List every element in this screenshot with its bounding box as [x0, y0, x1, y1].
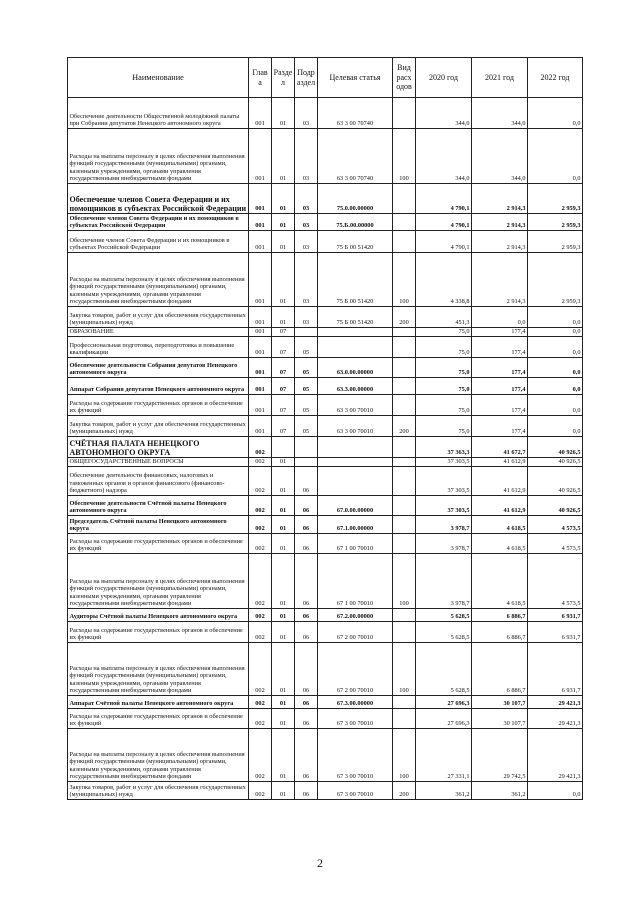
cell-podrazdel: 06 — [295, 554, 318, 609]
cell-name: Председатель Счётной палаты Ненецкого автономного округа — [68, 516, 249, 534]
cell-v2022: 0,0 — [528, 129, 583, 184]
cell-name: Закупка товаров, работ и услуг для обеспечения государственных (муниципальных) нужд — [68, 416, 249, 437]
cell-v2020: 27 696,3 — [416, 696, 472, 709]
cell-target: 63 3 00 70740 — [318, 129, 393, 184]
cell-vid — [393, 378, 416, 395]
cell-glava: 001 — [249, 307, 272, 328]
cell-glava: 001 — [249, 129, 272, 184]
cell-vid: 100 — [393, 643, 416, 696]
table-row — [68, 358, 583, 378]
cell-podrazdel: 03 — [295, 214, 318, 231]
cell-target: 75.0.00.00000 — [318, 184, 393, 214]
cell-glava: 001 — [249, 98, 272, 129]
cell-target: 67 2 00 70010 — [318, 622, 393, 643]
cell-v2022: 0,0 — [528, 358, 583, 378]
cell-v2020: 4 790,1 — [416, 214, 472, 231]
cell-target: 63.0.00.00000 — [318, 358, 393, 378]
cell-vid — [393, 337, 416, 358]
cell-v2020: 37 303,5 — [416, 496, 472, 516]
table-row — [68, 395, 583, 416]
cell-v2020: 3 978,7 — [416, 534, 472, 554]
cell-vid — [393, 534, 416, 554]
cell-v2021: 2 914,3 — [472, 214, 528, 231]
table-row — [68, 554, 583, 609]
cell-v2020: 3 978,7 — [416, 516, 472, 534]
cell-name: Расходы на выплаты персоналу в целях обеспечения выполнения функций государственными (муниципальными) органами, казенными учреждениями, органами управления государственными внебюджетными фондами — [68, 253, 249, 307]
cell-name: ОБРАЗОВАНИЕ — [68, 328, 249, 337]
cell-v2022: 0,0 — [528, 307, 583, 328]
cell-vid — [393, 184, 416, 214]
cell-target: 67.3.00.00000 — [318, 696, 393, 709]
cell-v2021: 4 618,5 — [472, 554, 528, 609]
header-name: Наименование — [68, 58, 249, 98]
cell-v2022: 6 931,7 — [528, 643, 583, 696]
cell-razdel: 01 — [272, 231, 295, 253]
cell-v2021: 177,4 — [472, 358, 528, 378]
cell-target: 67.2.00.00000 — [318, 609, 393, 622]
table-row — [68, 129, 583, 184]
cell-v2021: 344,0 — [472, 98, 528, 129]
cell-v2021: 4 618,5 — [472, 516, 528, 534]
cell-glava: 002 — [249, 554, 272, 609]
table-row — [68, 516, 583, 534]
cell-glava: 002 — [249, 609, 272, 622]
cell-razdel: 01 — [272, 696, 295, 709]
cell-glava: 002 — [249, 516, 272, 534]
table-row — [68, 534, 583, 554]
cell-razdel: 01 — [272, 729, 295, 782]
cell-glava: 002 — [249, 696, 272, 709]
table-row — [68, 458, 583, 467]
cell-name: Расходы на содержание государственных органов и обеспечение их функций — [68, 622, 249, 643]
cell-v2022: 0,0 — [528, 328, 583, 337]
cell-vid: 100 — [393, 129, 416, 184]
cell-name: Расходы на содержание государственных органов и обеспечение их функций — [68, 709, 249, 729]
cell-podrazdel: 03 — [295, 98, 318, 129]
cell-razdel: 01 — [272, 496, 295, 516]
cell-name: Обеспечение членов Совета Федерации и их помощников в субъектах Российской Федерации — [68, 214, 249, 231]
cell-vid: 100 — [393, 253, 416, 307]
cell-podrazdel: 05 — [295, 358, 318, 378]
cell-v2021: 6 886,7 — [472, 609, 528, 622]
cell-podrazdel: 03 — [295, 184, 318, 214]
cell-name: Обеспечение членов Совета Федерации и их помощников в субъектах Российской Федерации — [68, 184, 249, 214]
table-row — [68, 184, 583, 214]
cell-vid — [393, 467, 416, 496]
cell-target: 67.1.00.00000 — [318, 516, 393, 534]
cell-v2021: 41 612,9 — [472, 467, 528, 496]
table-row — [68, 416, 583, 437]
header-2020: 2020 год — [416, 58, 472, 98]
cell-glava: 001 — [249, 337, 272, 358]
table-row — [68, 437, 583, 458]
cell-glava: 001 — [249, 184, 272, 214]
header-2022: 2022 год — [528, 58, 583, 98]
table-row — [68, 231, 583, 253]
cell-v2022: 0,0 — [528, 378, 583, 395]
cell-name: Аппарат Счётной палаты Ненецкого автономного округа — [68, 696, 249, 709]
cell-v2022: 2 959,3 — [528, 184, 583, 214]
cell-v2021: 6 886,7 — [472, 622, 528, 643]
table-row — [68, 378, 583, 395]
cell-v2021: 361,2 — [472, 782, 528, 800]
cell-podrazdel: 06 — [295, 467, 318, 496]
cell-razdel: 01 — [272, 458, 295, 467]
cell-vid — [393, 98, 416, 129]
cell-razdel: 07 — [272, 328, 295, 337]
cell-razdel: 01 — [272, 622, 295, 643]
header-podrazdel: Подр аздел — [295, 58, 318, 98]
cell-razdel: 07 — [272, 378, 295, 395]
cell-v2020: 5 628,5 — [416, 622, 472, 643]
cell-name: Расходы на выплаты персоналу в целях обеспечения выполнения функций государственными (муниципальными) органами, казенными учреждениями, органами управления государственными внебюджетными фондами — [68, 129, 249, 184]
cell-v2022: 6 931,7 — [528, 609, 583, 622]
cell-v2022: 0,0 — [528, 98, 583, 129]
cell-target: 75 Б 00 51420 — [318, 307, 393, 328]
cell-podrazdel: 06 — [295, 696, 318, 709]
cell-v2020: 5 628,5 — [416, 643, 472, 696]
cell-v2021: 177,4 — [472, 416, 528, 437]
cell-vid — [393, 395, 416, 416]
cell-glava: 002 — [249, 467, 272, 496]
header-row — [68, 58, 583, 98]
cell-v2020: 75,0 — [416, 395, 472, 416]
cell-razdel: 01 — [272, 98, 295, 129]
header-target: Целевая статья — [318, 58, 393, 98]
cell-razdel: 07 — [272, 337, 295, 358]
cell-v2020: 75,0 — [416, 358, 472, 378]
cell-v2022: 0,0 — [528, 416, 583, 437]
cell-razdel: 01 — [272, 307, 295, 328]
cell-name: Расходы на выплаты персоналу в целях обеспечения выполнения функций государственными (муниципальными) органами, казенными учреждениями, органами управления государственными внебюджетными фондами — [68, 729, 249, 782]
table-row — [68, 609, 583, 622]
cell-name: Обеспечение деятельности Счётной палаты Ненецкого автономного округа — [68, 496, 249, 516]
cell-glava: 002 — [249, 437, 272, 458]
cell-target: 67 1 00 70010 — [318, 554, 393, 609]
cell-podrazdel: 06 — [295, 643, 318, 696]
cell-v2022: 4 573,5 — [528, 534, 583, 554]
cell-target: 63 3 00 70010 — [318, 416, 393, 437]
cell-v2020: 451,3 — [416, 307, 472, 328]
cell-v2021: 2 914,3 — [472, 184, 528, 214]
cell-v2021: 6 886,7 — [472, 643, 528, 696]
cell-glava: 001 — [249, 328, 272, 337]
cell-podrazdel: 03 — [295, 231, 318, 253]
cell-podrazdel — [295, 328, 318, 337]
cell-podrazdel: 05 — [295, 337, 318, 358]
cell-vid: 100 — [393, 729, 416, 782]
cell-razdel: 01 — [272, 782, 295, 800]
cell-v2020: 37 363,3 — [416, 437, 472, 458]
cell-v2020: 27 331,1 — [416, 729, 472, 782]
header-vid: Вид расх одов — [393, 58, 416, 98]
cell-razdel: 07 — [272, 416, 295, 437]
page-number: 2 — [317, 856, 323, 870]
cell-v2020: 27 696,3 — [416, 709, 472, 729]
cell-razdel: 01 — [272, 516, 295, 534]
cell-target: 75.Б.00.00000 — [318, 214, 393, 231]
cell-vid — [393, 214, 416, 231]
cell-vid: 200 — [393, 416, 416, 437]
cell-v2022: 29 421,3 — [528, 709, 583, 729]
table-row — [68, 496, 583, 516]
cell-v2020: 37 303,5 — [416, 458, 472, 467]
cell-target: 67 1 00 70010 — [318, 534, 393, 554]
cell-v2021: 177,4 — [472, 395, 528, 416]
cell-razdel: 01 — [272, 467, 295, 496]
cell-razdel: 01 — [272, 184, 295, 214]
cell-glava: 002 — [249, 729, 272, 782]
cell-name: Расходы на выплаты персоналу в целях обеспечения выполнения функций государственными (муниципальными) органами, казенными учреждениями, органами управления государственными внебюджетными фондами — [68, 643, 249, 696]
cell-name: ОБЩЕГОСУДАРСТВЕННЫЕ ВОПРОСЫ — [68, 458, 249, 467]
cell-glava: 001 — [249, 416, 272, 437]
cell-target: 67.0.00.00000 — [318, 496, 393, 516]
cell-podrazdel: 06 — [295, 709, 318, 729]
header-glava: Глав а — [249, 58, 272, 98]
table-row — [68, 253, 583, 307]
cell-name: Закупка товаров, работ и услуг для обеспечения государственных (муниципальных) нужд — [68, 782, 249, 800]
cell-vid: 200 — [393, 307, 416, 328]
cell-v2022: 6 931,7 — [528, 622, 583, 643]
cell-v2022: 40 926,5 — [528, 467, 583, 496]
cell-podrazdel: 03 — [295, 129, 318, 184]
cell-target: 63 3 00 70740 — [318, 98, 393, 129]
table-row — [68, 328, 583, 337]
cell-name: Обеспечение деятельности Собрания депутатов Ненецкого автономного округа — [68, 358, 249, 378]
cell-name: Профессиональная подготовка, переподготовка и повышение квалификации — [68, 337, 249, 358]
cell-v2022: 29 421,3 — [528, 729, 583, 782]
cell-name: Аппарат Собрания депутатов Ненецкого автономного округа — [68, 378, 249, 395]
cell-v2022: 0,0 — [528, 337, 583, 358]
cell-vid — [393, 609, 416, 622]
cell-v2020: 3 978,7 — [416, 554, 472, 609]
cell-v2021: 2 914,3 — [472, 253, 528, 307]
table-row — [68, 98, 583, 129]
cell-glava: 001 — [249, 378, 272, 395]
cell-vid — [393, 709, 416, 729]
cell-razdel: 01 — [272, 253, 295, 307]
cell-v2020: 4 790,1 — [416, 231, 472, 253]
cell-target: 75 Б 00 51420 — [318, 231, 393, 253]
cell-v2022: 40 926,5 — [528, 496, 583, 516]
table-row — [68, 622, 583, 643]
cell-target: 67 3 00 70010 — [318, 709, 393, 729]
cell-target: 75 Б 00 51420 — [318, 253, 393, 307]
table-row — [68, 709, 583, 729]
cell-glava: 002 — [249, 622, 272, 643]
cell-podrazdel: 06 — [295, 516, 318, 534]
cell-name: СЧЁТНАЯ ПАЛАТА НЕНЕЦКОГО АВТОНОМНОГО ОКРУГА — [68, 437, 249, 458]
cell-podrazdel: 06 — [295, 496, 318, 516]
cell-target — [318, 437, 393, 458]
cell-name: Аудиторы Счётной палаты Ненецкого автономного округа — [68, 609, 249, 622]
table-row — [68, 307, 583, 328]
cell-vid — [393, 437, 416, 458]
cell-v2022: 40 926,5 — [528, 458, 583, 467]
cell-name: Обеспечение деятельности финансовых, налоговых и таможенных органов и органов финансового (финансово-бюджетного) надзора — [68, 467, 249, 496]
cell-name: Расходы на содержание государственных органов и обеспечение их функций — [68, 534, 249, 554]
cell-razdel: 01 — [272, 534, 295, 554]
cell-target — [318, 467, 393, 496]
cell-v2022: 4 573,5 — [528, 516, 583, 534]
cell-glava: 002 — [249, 458, 272, 467]
cell-glava: 002 — [249, 643, 272, 696]
cell-v2022: 29 421,3 — [528, 696, 583, 709]
cell-razdel: 01 — [272, 709, 295, 729]
cell-v2020: 4 338,8 — [416, 253, 472, 307]
cell-v2020: 5 628,5 — [416, 609, 472, 622]
header-2021: 2021 год — [472, 58, 528, 98]
cell-target: 63 3 00 70010 — [318, 395, 393, 416]
cell-glava: 001 — [249, 358, 272, 378]
cell-v2021: 344,0 — [472, 129, 528, 184]
cell-vid: 100 — [393, 554, 416, 609]
cell-podrazdel: 05 — [295, 416, 318, 437]
cell-podrazdel: 06 — [295, 729, 318, 782]
cell-target — [318, 337, 393, 358]
cell-razdel: 01 — [272, 554, 295, 609]
cell-v2021: 177,4 — [472, 337, 528, 358]
table-row — [68, 643, 583, 696]
cell-v2021: 41 612,9 — [472, 496, 528, 516]
cell-target — [318, 458, 393, 467]
cell-v2022: 40 926,5 — [528, 437, 583, 458]
cell-glava: 002 — [249, 534, 272, 554]
cell-target: 67 3 00 70010 — [318, 782, 393, 800]
cell-podrazdel: 06 — [295, 782, 318, 800]
cell-v2021: 177,4 — [472, 328, 528, 337]
cell-v2021: 41 672,7 — [472, 437, 528, 458]
cell-glava: 002 — [249, 782, 272, 800]
cell-v2021: 41 612,9 — [472, 458, 528, 467]
cell-name: Обеспечение деятельности Общественной молодёжной палаты при Собрании депутатов Ненецкого автономного округа — [68, 98, 249, 129]
cell-vid — [393, 358, 416, 378]
cell-v2020: 37 303,5 — [416, 467, 472, 496]
cell-v2020: 75,0 — [416, 378, 472, 395]
cell-v2021: 177,4 — [472, 378, 528, 395]
cell-razdel: 01 — [272, 643, 295, 696]
cell-podrazdel: 03 — [295, 253, 318, 307]
cell-v2021: 0,0 — [472, 307, 528, 328]
cell-glava: 002 — [249, 709, 272, 729]
table-row — [68, 696, 583, 709]
cell-podrazdel: 03 — [295, 307, 318, 328]
cell-target: 63.3.00.00000 — [318, 378, 393, 395]
table-row — [68, 729, 583, 782]
budget-table — [67, 57, 583, 800]
cell-v2020: 361,2 — [416, 782, 472, 800]
cell-v2021: 2 914,3 — [472, 231, 528, 253]
table-row — [68, 782, 583, 800]
cell-name: Закупка товаров, работ и услуг для обеспечения государственных (муниципальных) нужд — [68, 307, 249, 328]
cell-vid — [393, 696, 416, 709]
table-row — [68, 467, 583, 496]
cell-v2022: 0,0 — [528, 782, 583, 800]
cell-target — [318, 328, 393, 337]
cell-target: 67 3 00 70010 — [318, 729, 393, 782]
cell-glava: 001 — [249, 214, 272, 231]
cell-vid — [393, 231, 416, 253]
cell-podrazdel: 06 — [295, 534, 318, 554]
cell-v2022: 2 959,3 — [528, 231, 583, 253]
cell-razdel: 07 — [272, 395, 295, 416]
cell-vid — [393, 516, 416, 534]
header-razdel: Разде л — [272, 58, 295, 98]
cell-podrazdel: 06 — [295, 609, 318, 622]
cell-v2020: 75,0 — [416, 416, 472, 437]
cell-v2022: 4 573,5 — [528, 554, 583, 609]
cell-vid — [393, 496, 416, 516]
cell-vid — [393, 458, 416, 467]
cell-v2020: 344,0 — [416, 129, 472, 184]
cell-vid: 200 — [393, 782, 416, 800]
cell-razdel: 01 — [272, 129, 295, 184]
cell-razdel: 07 — [272, 358, 295, 378]
cell-v2022: 2 959,3 — [528, 214, 583, 231]
cell-razdel — [272, 437, 295, 458]
cell-glava: 001 — [249, 231, 272, 253]
cell-vid — [393, 622, 416, 643]
cell-v2020: 75,0 — [416, 328, 472, 337]
cell-podrazdel: 05 — [295, 378, 318, 395]
cell-name: Расходы на выплаты персоналу в целях обеспечения выполнения функций государственными (муниципальными) органами, казенными учреждениями, органами управления государственными внебюджетными фондами — [68, 554, 249, 609]
cell-target: 67 2 00 70010 — [318, 643, 393, 696]
cell-v2022: 0,0 — [528, 395, 583, 416]
cell-razdel: 01 — [272, 609, 295, 622]
cell-glava: 001 — [249, 253, 272, 307]
cell-v2022: 2 959,3 — [528, 253, 583, 307]
cell-vid — [393, 328, 416, 337]
cell-v2020: 4 790,1 — [416, 184, 472, 214]
cell-v2021: 4 618,5 — [472, 534, 528, 554]
cell-podrazdel: 06 — [295, 622, 318, 643]
cell-podrazdel — [295, 458, 318, 467]
cell-v2020: 75,0 — [416, 337, 472, 358]
cell-razdel: 01 — [272, 214, 295, 231]
table-row — [68, 337, 583, 358]
cell-glava: 002 — [249, 496, 272, 516]
cell-v2021: 30 107,7 — [472, 709, 528, 729]
cell-name: Расходы на содержание государственных органов и обеспечение их функций — [68, 395, 249, 416]
table-row — [68, 214, 583, 231]
cell-glava: 001 — [249, 395, 272, 416]
cell-v2021: 29 742,5 — [472, 729, 528, 782]
cell-podrazdel: 05 — [295, 395, 318, 416]
cell-podrazdel — [295, 437, 318, 458]
cell-v2020: 344,0 — [416, 98, 472, 129]
cell-v2021: 30 107,7 — [472, 696, 528, 709]
cell-name: Обеспечение членов Совета Федерации и их помощников в субъектах Российской Федерации — [68, 231, 249, 253]
